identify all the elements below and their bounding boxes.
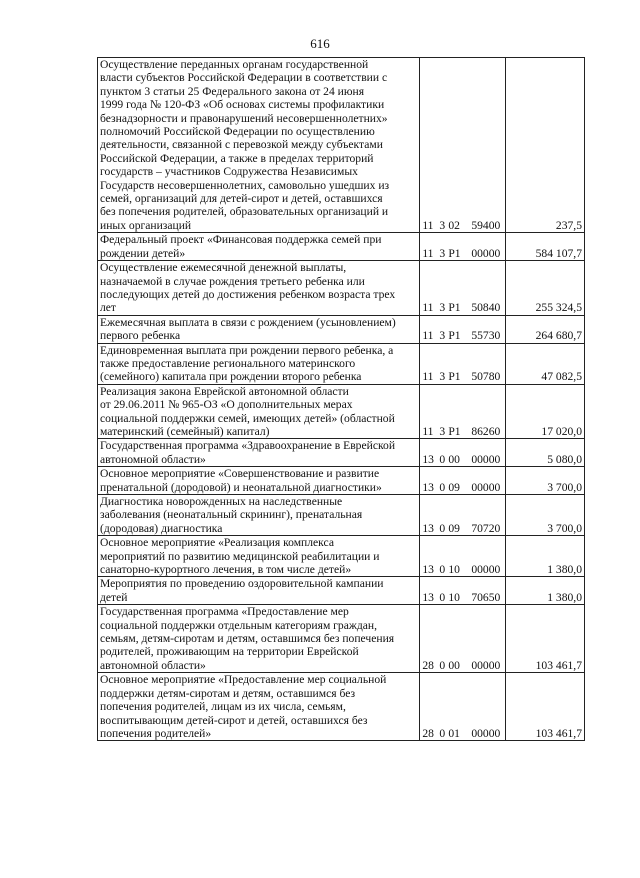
row-classification-code [420, 495, 505, 536]
description-line: Диагностика новорожденных на наследственные [100, 495, 343, 508]
main-activity-code: 01 [448, 726, 460, 740]
row-description [98, 605, 420, 673]
description-line: от 29.06.2011 № 965-ОЗ «О дополнительных мерах [100, 398, 353, 412]
row-description [98, 439, 420, 467]
subprogram-code: 0 [439, 452, 446, 466]
description-line: попечения родителей, лицам из их числа, семьям, [100, 700, 346, 714]
subprogram-code: 0 [439, 590, 446, 604]
description-line: (семейного) капитала при рождении второго ребенка [100, 370, 362, 384]
program-code: 11 [422, 301, 434, 315]
description-line: заболевания (неонатальный скрининг), пренатальная [100, 508, 363, 522]
description-line: деятельности, связанной с перевозкой между субъектами [100, 138, 383, 152]
description-line: без попечения родителей, образовательных организаций и [100, 205, 389, 219]
subprogram-code: 0 [439, 480, 446, 494]
description-line: лет [100, 301, 116, 315]
description-line: государств – участников Содружества Независимых [100, 165, 358, 179]
direction-code: 00000 [471, 480, 501, 494]
program-code: 13 [422, 521, 434, 535]
table-row [98, 343, 585, 384]
table-row [98, 495, 585, 536]
row-description [98, 536, 420, 577]
program-code: 11 [422, 370, 434, 384]
main-activity-code: Р1 [448, 246, 461, 260]
main-activity-code: 00 [448, 658, 460, 672]
row-amount: 584 107,7 [505, 233, 584, 261]
description-line: Осуществление переданных органам государственной [100, 58, 369, 71]
description-line: 1999 года № 120-ФЗ «Об основах системы профилактики [100, 98, 385, 112]
main-activity-code: Р1 [448, 301, 461, 315]
direction-code: 50840 [471, 301, 501, 315]
budget-table [97, 57, 585, 741]
description-line: Российской Федерации, а также в пределах территорий [100, 151, 374, 165]
description-line: рождении детей» [100, 246, 186, 260]
description-line: семьям, детям-сиротам и детям, оставшимся без попечения [100, 632, 395, 646]
row-description [98, 58, 420, 233]
program-code: 28 [422, 726, 434, 740]
direction-code: 00000 [471, 658, 501, 672]
program-code: 11 [422, 218, 434, 232]
description-line: также предоставление регионального материнского [100, 356, 356, 370]
subprogram-code: 3 [439, 329, 446, 343]
table-row [98, 315, 585, 343]
row-amount: 237,5 [505, 58, 584, 233]
main-activity-code: Р1 [448, 424, 461, 438]
main-activity-code: 10 [448, 590, 460, 604]
program-code: 13 [422, 480, 434, 494]
row-classification-code [420, 343, 505, 384]
description-line: Осуществление ежемесячной денежной выплаты, [100, 261, 347, 275]
description-line: материнский (семейный) капитал) [100, 424, 270, 438]
row-amount: 255 324,5 [505, 261, 584, 316]
description-line: семей, организаций для детей-сирот и детей, оставшихся [100, 192, 383, 206]
subprogram-code: 3 [439, 218, 446, 232]
table-row [98, 577, 585, 605]
table-row [98, 233, 585, 261]
row-amount: 47 082,5 [505, 343, 584, 384]
description-line: Федеральный проект «Финансовая поддержка семей при [100, 233, 382, 247]
program-code: 11 [422, 424, 434, 438]
row-description [98, 467, 420, 495]
row-description [98, 261, 420, 316]
description-line: Государственная программа «Здравоохранение в Еврейской [100, 439, 396, 453]
table-row [98, 261, 585, 316]
table-row [98, 467, 585, 495]
description-line: Мероприятия по проведению оздоровительной кампании [100, 577, 384, 591]
program-code: 13 [422, 590, 434, 604]
row-description [98, 384, 420, 439]
page-number: 616 [310, 36, 330, 51]
description-line: полномочий Российской Федерации по осуществлению [100, 125, 375, 139]
description-line: мероприятий по развитию медицинской реабилитации и [100, 549, 380, 563]
row-classification-code [420, 439, 505, 467]
description-line: последующих детей до достижения ребенком возраста трех [100, 287, 396, 301]
row-classification-code [420, 261, 505, 316]
subprogram-code: 0 [439, 563, 446, 577]
program-code: 11 [422, 246, 434, 260]
row-amount: 3 700,0 [505, 495, 584, 536]
description-line: Ежемесячная выплата в связи с рождением (усыновлением) [100, 315, 396, 329]
row-amount: 1 380,0 [505, 577, 584, 605]
row-description [98, 495, 420, 536]
description-line: родителей, проживающим на территории Еврейской [100, 645, 359, 659]
main-activity-code: 02 [448, 218, 460, 232]
direction-code: 86260 [471, 424, 501, 438]
table-row [98, 439, 585, 467]
direction-code: 00000 [471, 563, 501, 577]
direction-code: 70720 [471, 521, 501, 535]
table-row [98, 605, 585, 673]
row-description [98, 233, 420, 261]
direction-code: 70650 [471, 590, 501, 604]
subprogram-code: 0 [439, 521, 446, 535]
row-classification-code [420, 673, 505, 741]
direction-code: 00000 [471, 726, 501, 740]
table-row [98, 58, 585, 233]
row-description [98, 577, 420, 605]
description-line: (дородовая) диагностика [100, 521, 223, 535]
description-line: санаторно-курортного лечения, в том числе детей» [100, 563, 352, 577]
direction-code: 55730 [471, 329, 501, 343]
row-classification-code [420, 467, 505, 495]
main-activity-code: Р1 [448, 329, 461, 343]
description-line: безнадзорности и правонарушений несовершеннолетних» [100, 111, 388, 125]
description-line: социальной поддержки отдельным категориям граждан, [100, 618, 378, 632]
row-description [98, 343, 420, 384]
budget-table-body [98, 58, 585, 741]
main-activity-code: 00 [448, 452, 460, 466]
description-line: Государств несовершеннолетних, самовольно ушедших из [100, 178, 390, 192]
table-row [98, 384, 585, 439]
description-line: Основное мероприятие «Совершенствование и развитие [100, 467, 380, 481]
program-code: 28 [422, 658, 434, 672]
subprogram-code: 0 [439, 658, 446, 672]
description-line: поддержки детям-сиротам и детям, оставшимся без [100, 686, 356, 700]
row-amount: 1 380,0 [505, 536, 584, 577]
program-code: 13 [422, 563, 434, 577]
row-classification-code [420, 605, 505, 673]
direction-code: 50780 [471, 370, 501, 384]
description-line: первого ребенка [100, 329, 181, 343]
program-code: 11 [422, 329, 434, 343]
description-line: воспитывающим детей-сирот и детей, оставшихся без [100, 713, 368, 727]
description-line: детей [100, 590, 128, 604]
description-line: Основное мероприятие «Реализация комплекса [100, 536, 334, 550]
description-line: Единовременная выплата при рождении первого ребенка, а [100, 343, 394, 357]
main-activity-code: 10 [448, 563, 460, 577]
row-amount: 17 020,0 [505, 384, 584, 439]
program-code: 13 [422, 452, 434, 466]
description-line: автономной области» [100, 658, 206, 672]
row-classification-code [420, 577, 505, 605]
description-line: социальной поддержки семей, имеющих детей» (областной [100, 411, 395, 425]
row-amount: 264 680,7 [505, 315, 584, 343]
subprogram-code: 3 [439, 424, 446, 438]
description-line: пунктом 3 статьи 25 Федерального закона от 24 июня [100, 84, 365, 98]
subprogram-code: 3 [439, 246, 446, 260]
row-classification-code [420, 536, 505, 577]
description-line: Реализация закона Еврейской автономной области [100, 384, 349, 398]
row-amount: 5 080,0 [505, 439, 584, 467]
row-classification-code [420, 233, 505, 261]
row-amount: 103 461,7 [505, 605, 584, 673]
main-activity-code: 09 [448, 521, 460, 535]
row-classification-code [420, 315, 505, 343]
description-line: Государственная программа «Предоставление мер [100, 605, 349, 619]
subprogram-code: 3 [439, 370, 446, 384]
direction-code: 00000 [471, 246, 501, 260]
direction-code: 00000 [471, 452, 501, 466]
row-amount: 3 700,0 [505, 467, 584, 495]
table-row [98, 536, 585, 577]
subprogram-code: 0 [439, 726, 446, 740]
direction-code: 59400 [471, 218, 501, 232]
main-activity-code: 09 [448, 480, 460, 494]
row-classification-code [420, 58, 505, 233]
main-activity-code: Р1 [448, 370, 461, 384]
row-description [98, 673, 420, 741]
description-line: власти субъектов Российской Федерации в соответствии с [100, 71, 388, 85]
row-description [98, 315, 420, 343]
description-line: иных организаций [100, 218, 192, 232]
row-amount: 103 461,7 [505, 673, 584, 741]
subprogram-code: 3 [439, 301, 446, 315]
description-line: автономной области» [100, 452, 206, 466]
description-line: попечения родителей» [100, 726, 212, 740]
description-line: Основное мероприятие «Предоставление мер социальной [100, 673, 387, 687]
table-row [98, 673, 585, 741]
row-classification-code [420, 384, 505, 439]
description-line: пренатальной (дородовой) и неонатальной диагностики» [100, 480, 382, 494]
description-line: назначаемой в случае рождения третьего ребенка или [100, 274, 365, 288]
